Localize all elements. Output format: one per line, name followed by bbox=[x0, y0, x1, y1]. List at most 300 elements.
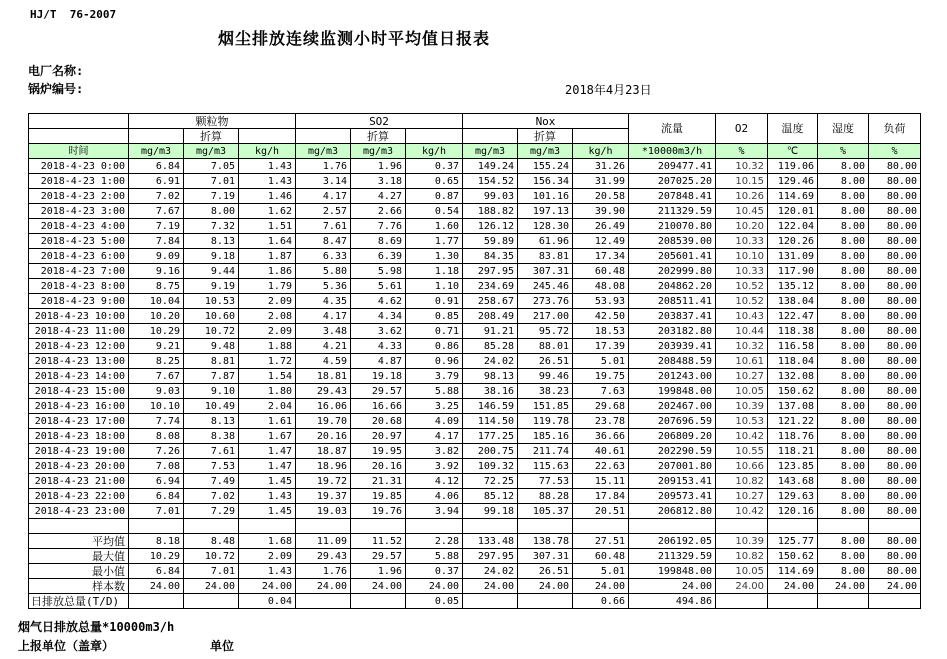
unit-cell: kg/h bbox=[573, 144, 629, 159]
value-cell: 8.18 bbox=[129, 534, 184, 549]
value-cell: 98.13 bbox=[463, 369, 518, 384]
value-cell: 1.10 bbox=[406, 279, 463, 294]
value-cell: 0.87 bbox=[406, 189, 463, 204]
value-cell: 132.08 bbox=[768, 369, 818, 384]
value-cell: 217.00 bbox=[518, 309, 573, 324]
converted-label: 折算 bbox=[351, 129, 406, 144]
value-cell: 1.68 bbox=[239, 534, 296, 549]
value-cell: 7.08 bbox=[129, 459, 184, 474]
value-cell: 8.13 bbox=[184, 414, 239, 429]
value-cell: 118.38 bbox=[768, 324, 818, 339]
value-cell: 7.53 bbox=[184, 459, 239, 474]
value-cell: 99.46 bbox=[518, 369, 573, 384]
time-cell: 2018-4-23 15:00 bbox=[29, 384, 129, 399]
value-cell: 8.00 bbox=[818, 384, 869, 399]
value-cell: 205601.41 bbox=[629, 249, 716, 264]
value-cell: 8.25 bbox=[129, 354, 184, 369]
value-cell: 101.16 bbox=[518, 189, 573, 204]
value-cell: 8.00 bbox=[818, 279, 869, 294]
value-cell: 8.00 bbox=[818, 219, 869, 234]
value-cell: 8.48 bbox=[184, 534, 239, 549]
value-cell: 26.51 bbox=[518, 564, 573, 579]
value-cell: 80.00 bbox=[869, 549, 921, 564]
value-cell: 20.58 bbox=[573, 189, 629, 204]
table-row bbox=[29, 384, 921, 399]
value-cell: 115.63 bbox=[518, 459, 573, 474]
value-cell: 133.48 bbox=[463, 534, 518, 549]
blank-cell bbox=[406, 129, 463, 144]
value-cell: 61.96 bbox=[518, 234, 573, 249]
unit-cell: % bbox=[869, 144, 921, 159]
value-cell: 6.39 bbox=[351, 249, 406, 264]
value-cell: 83.81 bbox=[518, 249, 573, 264]
col-humidity: 湿度 bbox=[818, 114, 869, 144]
value-cell: 4.17 bbox=[296, 189, 351, 204]
value-cell: 8.00 bbox=[818, 234, 869, 249]
value-cell: 8.00 bbox=[818, 504, 869, 519]
value-cell: 105.37 bbox=[518, 504, 573, 519]
value-cell: 4.12 bbox=[406, 474, 463, 489]
value-cell: 1.43 bbox=[239, 159, 296, 174]
value-cell: 8.00 bbox=[818, 294, 869, 309]
time-cell: 2018-4-23 21:00 bbox=[29, 474, 129, 489]
value-cell: 1.45 bbox=[239, 504, 296, 519]
value-cell: 154.52 bbox=[463, 174, 518, 189]
value-cell: 204862.20 bbox=[629, 279, 716, 294]
value-cell: 10.39 bbox=[716, 534, 768, 549]
value-cell: 10.29 bbox=[129, 549, 184, 564]
table-body bbox=[29, 159, 921, 609]
table-head bbox=[29, 114, 921, 159]
value-cell: 210070.80 bbox=[629, 219, 716, 234]
value-cell: 4.27 bbox=[351, 189, 406, 204]
summary-label: 样本数 bbox=[29, 579, 129, 594]
value-cell: 24.00 bbox=[463, 579, 518, 594]
value-cell: 1.18 bbox=[406, 264, 463, 279]
value-cell: 4.35 bbox=[296, 294, 351, 309]
value-cell: 22.63 bbox=[573, 459, 629, 474]
table-row bbox=[29, 564, 921, 579]
time-cell: 2018-4-23 9:00 bbox=[29, 294, 129, 309]
value-cell: 7.74 bbox=[129, 414, 184, 429]
value-cell: 8.00 bbox=[818, 309, 869, 324]
unit-cell: mg/m3 bbox=[129, 144, 184, 159]
value-cell: 8.00 bbox=[818, 414, 869, 429]
value-cell: 177.25 bbox=[463, 429, 518, 444]
value-cell: 29.43 bbox=[296, 384, 351, 399]
value-cell: 208.49 bbox=[463, 309, 518, 324]
value-cell: 1.45 bbox=[239, 474, 296, 489]
unit-cell: mg/m3 bbox=[296, 144, 351, 159]
value-cell: 207001.80 bbox=[629, 459, 716, 474]
page-title: 烟尘排放连续监测小时平均值日报表 bbox=[218, 29, 491, 48]
value-cell: 10.10 bbox=[716, 249, 768, 264]
value-cell bbox=[869, 519, 921, 534]
value-cell: 6.33 bbox=[296, 249, 351, 264]
value-cell: 120.01 bbox=[768, 204, 818, 219]
blank-cell bbox=[296, 129, 351, 144]
table-row bbox=[29, 429, 921, 444]
value-cell: 80.00 bbox=[869, 444, 921, 459]
value-cell: 80.00 bbox=[869, 414, 921, 429]
value-cell: 2.04 bbox=[239, 399, 296, 414]
value-cell: 24.02 bbox=[463, 564, 518, 579]
value-cell: 4.06 bbox=[406, 489, 463, 504]
value-cell: 138.04 bbox=[768, 294, 818, 309]
value-cell: 273.76 bbox=[518, 294, 573, 309]
time-cell: 2018-4-23 7:00 bbox=[29, 264, 129, 279]
value-cell: 10.45 bbox=[716, 204, 768, 219]
value-cell: 31.99 bbox=[573, 174, 629, 189]
value-cell: 10.15 bbox=[716, 174, 768, 189]
value-cell: 199848.00 bbox=[629, 564, 716, 579]
value-cell: 24.00 bbox=[818, 579, 869, 594]
value-cell: 5.80 bbox=[296, 264, 351, 279]
value-cell: 211.74 bbox=[518, 444, 573, 459]
table-row bbox=[29, 354, 921, 369]
unit-cell: mg/m3 bbox=[463, 144, 518, 159]
value-cell: 4.62 bbox=[351, 294, 406, 309]
value-cell: 80.00 bbox=[869, 489, 921, 504]
value-cell: 211329.59 bbox=[629, 549, 716, 564]
time-cell: 2018-4-23 19:00 bbox=[29, 444, 129, 459]
value-cell: 85.28 bbox=[463, 339, 518, 354]
value-cell: 4.33 bbox=[351, 339, 406, 354]
value-cell: 11.52 bbox=[351, 534, 406, 549]
value-cell: 114.69 bbox=[768, 189, 818, 204]
value-cell: 80.00 bbox=[869, 204, 921, 219]
value-cell: 19.18 bbox=[351, 369, 406, 384]
unit-cell: % bbox=[818, 144, 869, 159]
value-cell: 24.00 bbox=[573, 579, 629, 594]
value-cell: 4.21 bbox=[296, 339, 351, 354]
value-cell bbox=[768, 594, 818, 609]
value-cell: 18.81 bbox=[296, 369, 351, 384]
value-cell: 5.36 bbox=[296, 279, 351, 294]
value-cell: 12.49 bbox=[573, 234, 629, 249]
unit-cell: kg/h bbox=[239, 144, 296, 159]
value-cell: 4.09 bbox=[406, 414, 463, 429]
time-cell: 2018-4-23 20:00 bbox=[29, 459, 129, 474]
table-row bbox=[29, 519, 921, 534]
value-cell: 88.28 bbox=[518, 489, 573, 504]
table-row bbox=[29, 324, 921, 339]
value-cell: 10.32 bbox=[716, 339, 768, 354]
value-cell: 10.04 bbox=[129, 294, 184, 309]
value-cell: 0.71 bbox=[406, 324, 463, 339]
value-cell: 10.27 bbox=[716, 369, 768, 384]
value-cell: 131.09 bbox=[768, 249, 818, 264]
value-cell: 80.00 bbox=[869, 174, 921, 189]
value-cell: 24.02 bbox=[463, 354, 518, 369]
value-cell: 20.16 bbox=[296, 429, 351, 444]
value-cell bbox=[406, 519, 463, 534]
value-cell: 200.75 bbox=[463, 444, 518, 459]
value-cell: 0.37 bbox=[406, 564, 463, 579]
value-cell: 5.88 bbox=[406, 549, 463, 564]
value-cell: 10.29 bbox=[129, 324, 184, 339]
value-cell: 17.39 bbox=[573, 339, 629, 354]
value-cell: 20.16 bbox=[351, 459, 406, 474]
value-cell: 6.94 bbox=[129, 474, 184, 489]
value-cell: 1.51 bbox=[239, 219, 296, 234]
value-cell: 40.61 bbox=[573, 444, 629, 459]
time-cell: 2018-4-23 16:00 bbox=[29, 399, 129, 414]
value-cell: 8.47 bbox=[296, 234, 351, 249]
time-cell: 2018-4-23 13:00 bbox=[29, 354, 129, 369]
empty-cell bbox=[29, 519, 129, 534]
time-cell: 2018-4-23 8:00 bbox=[29, 279, 129, 294]
value-cell: 80.00 bbox=[869, 264, 921, 279]
value-cell: 8.00 bbox=[184, 204, 239, 219]
value-cell: 208488.59 bbox=[629, 354, 716, 369]
value-cell: 80.00 bbox=[869, 459, 921, 474]
value-cell: 19.75 bbox=[573, 369, 629, 384]
value-cell: 42.50 bbox=[573, 309, 629, 324]
value-cell: 0.85 bbox=[406, 309, 463, 324]
value-cell: 10.55 bbox=[716, 444, 768, 459]
value-cell: 8.00 bbox=[818, 324, 869, 339]
table-row bbox=[29, 549, 921, 564]
col-o2: O2 bbox=[716, 114, 768, 144]
value-cell: 1.47 bbox=[239, 444, 296, 459]
standard-code: HJ/T 76-2007 bbox=[30, 8, 117, 21]
value-cell: 23.78 bbox=[573, 414, 629, 429]
report-table bbox=[28, 113, 921, 609]
value-cell: 7.01 bbox=[184, 174, 239, 189]
value-cell: 10.53 bbox=[716, 414, 768, 429]
value-cell: 85.12 bbox=[463, 489, 518, 504]
value-cell: 6.84 bbox=[129, 564, 184, 579]
value-cell: 18.96 bbox=[296, 459, 351, 474]
value-cell: 3.79 bbox=[406, 369, 463, 384]
table-row bbox=[29, 399, 921, 414]
value-cell: 10.43 bbox=[716, 309, 768, 324]
value-cell: 3.18 bbox=[351, 174, 406, 189]
value-cell: 0.66 bbox=[573, 594, 629, 609]
value-cell: 307.31 bbox=[518, 549, 573, 564]
table-row bbox=[29, 414, 921, 429]
value-cell: 10.44 bbox=[716, 324, 768, 339]
value-cell: 7.19 bbox=[129, 219, 184, 234]
value-cell: 7.61 bbox=[296, 219, 351, 234]
value-cell: 135.12 bbox=[768, 279, 818, 294]
value-cell: 129.63 bbox=[768, 489, 818, 504]
value-cell: 8.13 bbox=[184, 234, 239, 249]
value-cell: 20.97 bbox=[351, 429, 406, 444]
value-cell: 0.54 bbox=[406, 204, 463, 219]
value-cell bbox=[351, 594, 406, 609]
value-cell: 208539.00 bbox=[629, 234, 716, 249]
value-cell: 114.50 bbox=[463, 414, 518, 429]
value-cell: 6.84 bbox=[129, 159, 184, 174]
value-cell: 26.51 bbox=[518, 354, 573, 369]
value-cell: 114.69 bbox=[768, 564, 818, 579]
col-flow: 流量 bbox=[629, 114, 716, 144]
value-cell: 297.95 bbox=[463, 549, 518, 564]
value-cell bbox=[716, 519, 768, 534]
value-cell: 80.00 bbox=[869, 369, 921, 384]
value-cell: 185.16 bbox=[518, 429, 573, 444]
value-cell: 245.46 bbox=[518, 279, 573, 294]
value-cell: 4.34 bbox=[351, 309, 406, 324]
value-cell: 1.30 bbox=[406, 249, 463, 264]
value-cell: 31.26 bbox=[573, 159, 629, 174]
value-cell bbox=[818, 519, 869, 534]
value-cell: 10.49 bbox=[184, 399, 239, 414]
value-cell: 80.00 bbox=[869, 294, 921, 309]
value-cell bbox=[184, 519, 239, 534]
value-cell: 7.02 bbox=[129, 189, 184, 204]
unit-cell: ℃ bbox=[768, 144, 818, 159]
value-cell: 1.79 bbox=[239, 279, 296, 294]
value-cell: 8.00 bbox=[818, 489, 869, 504]
table-row bbox=[29, 339, 921, 354]
value-cell: 125.77 bbox=[768, 534, 818, 549]
value-cell: 1.43 bbox=[239, 564, 296, 579]
unit-cell: % bbox=[716, 144, 768, 159]
value-cell: 10.82 bbox=[716, 474, 768, 489]
value-cell: 2.08 bbox=[239, 309, 296, 324]
value-cell: 8.00 bbox=[818, 189, 869, 204]
col-load: 负荷 bbox=[869, 114, 921, 144]
value-cell: 1.76 bbox=[296, 564, 351, 579]
value-cell bbox=[629, 519, 716, 534]
value-cell: 17.34 bbox=[573, 249, 629, 264]
value-cell: 18.53 bbox=[573, 324, 629, 339]
converted-label: 折算 bbox=[518, 129, 573, 144]
value-cell: 80.00 bbox=[869, 309, 921, 324]
value-cell: 24.00 bbox=[129, 579, 184, 594]
value-cell: 7.19 bbox=[184, 189, 239, 204]
value-cell: 5.88 bbox=[406, 384, 463, 399]
value-cell: 80.00 bbox=[869, 429, 921, 444]
value-cell: 10.27 bbox=[716, 489, 768, 504]
value-cell: 116.58 bbox=[768, 339, 818, 354]
value-cell bbox=[184, 594, 239, 609]
value-cell: 9.18 bbox=[184, 249, 239, 264]
value-cell: 8.00 bbox=[818, 159, 869, 174]
value-cell: 1.43 bbox=[239, 489, 296, 504]
value-cell: 19.85 bbox=[351, 489, 406, 504]
time-cell: 2018-4-23 10:00 bbox=[29, 309, 129, 324]
value-cell: 1.72 bbox=[239, 354, 296, 369]
value-cell: 7.61 bbox=[184, 444, 239, 459]
value-cell: 3.62 bbox=[351, 324, 406, 339]
value-cell: 0.91 bbox=[406, 294, 463, 309]
corner-cell bbox=[29, 114, 129, 129]
value-cell: 8.08 bbox=[129, 429, 184, 444]
value-cell: 8.00 bbox=[818, 534, 869, 549]
value-cell: 202290.59 bbox=[629, 444, 716, 459]
value-cell: 209153.41 bbox=[629, 474, 716, 489]
value-cell: 4.17 bbox=[296, 309, 351, 324]
value-cell: 0.04 bbox=[239, 594, 296, 609]
value-cell: 80.00 bbox=[869, 234, 921, 249]
value-cell: 18.87 bbox=[296, 444, 351, 459]
value-cell: 20.51 bbox=[573, 504, 629, 519]
value-cell: 10.39 bbox=[716, 399, 768, 414]
value-cell: 0.65 bbox=[406, 174, 463, 189]
value-cell: 26.49 bbox=[573, 219, 629, 234]
value-cell: 72.25 bbox=[463, 474, 518, 489]
table-row bbox=[29, 234, 921, 249]
value-cell: 10.05 bbox=[716, 384, 768, 399]
value-cell bbox=[129, 594, 184, 609]
value-cell: 207848.41 bbox=[629, 189, 716, 204]
value-cell: 9.03 bbox=[129, 384, 184, 399]
value-cell: 1.61 bbox=[239, 414, 296, 429]
value-cell: 7.84 bbox=[129, 234, 184, 249]
value-cell: 5.01 bbox=[573, 564, 629, 579]
value-cell: 21.31 bbox=[351, 474, 406, 489]
value-cell: 118.21 bbox=[768, 444, 818, 459]
value-cell: 29.43 bbox=[296, 549, 351, 564]
value-cell: 48.08 bbox=[573, 279, 629, 294]
value-cell: 1.80 bbox=[239, 384, 296, 399]
value-cell: 80.00 bbox=[869, 249, 921, 264]
value-cell: 24.00 bbox=[406, 579, 463, 594]
value-cell: 9.09 bbox=[129, 249, 184, 264]
value-cell: 122.47 bbox=[768, 309, 818, 324]
value-cell: 8.00 bbox=[818, 429, 869, 444]
value-cell: 16.66 bbox=[351, 399, 406, 414]
value-cell: 7.01 bbox=[184, 564, 239, 579]
corner-cell bbox=[29, 129, 129, 144]
value-cell: 4.17 bbox=[406, 429, 463, 444]
value-cell: 10.33 bbox=[716, 234, 768, 249]
value-cell: 7.63 bbox=[573, 384, 629, 399]
flow-total-note: 烟气日排放总量*10000m3/h bbox=[18, 620, 175, 634]
value-cell: 5.61 bbox=[351, 279, 406, 294]
time-column-label: 时间 bbox=[29, 144, 129, 159]
value-cell: 80.00 bbox=[869, 564, 921, 579]
value-cell: 7.87 bbox=[184, 369, 239, 384]
summary-label: 最大值 bbox=[29, 549, 129, 564]
value-cell: 10.32 bbox=[716, 159, 768, 174]
value-cell: 60.48 bbox=[573, 264, 629, 279]
value-cell: 126.12 bbox=[463, 219, 518, 234]
value-cell: 10.42 bbox=[716, 504, 768, 519]
value-cell: 203182.80 bbox=[629, 324, 716, 339]
value-cell: 24.00 bbox=[351, 579, 406, 594]
value-cell: 149.24 bbox=[463, 159, 518, 174]
table-row bbox=[29, 444, 921, 459]
table-row bbox=[29, 189, 921, 204]
converted-label: 折算 bbox=[184, 129, 239, 144]
value-cell: 117.90 bbox=[768, 264, 818, 279]
time-cell: 2018-4-23 14:00 bbox=[29, 369, 129, 384]
value-cell: 60.48 bbox=[573, 549, 629, 564]
value-cell: 2.09 bbox=[239, 324, 296, 339]
value-cell: 1.62 bbox=[239, 204, 296, 219]
value-cell: 80.00 bbox=[869, 189, 921, 204]
value-cell: 123.85 bbox=[768, 459, 818, 474]
value-cell: 24.00 bbox=[239, 579, 296, 594]
summary-label: 日排放总量(T/D) bbox=[29, 594, 129, 609]
unit-cell: *10000m3/h bbox=[629, 144, 716, 159]
value-cell: 122.04 bbox=[768, 219, 818, 234]
value-cell: 7.67 bbox=[129, 369, 184, 384]
time-cell: 2018-4-23 18:00 bbox=[29, 429, 129, 444]
value-cell: 80.00 bbox=[869, 159, 921, 174]
value-cell: 9.16 bbox=[129, 264, 184, 279]
value-cell: 150.62 bbox=[768, 549, 818, 564]
time-cell: 2018-4-23 23:00 bbox=[29, 504, 129, 519]
value-cell: 16.06 bbox=[296, 399, 351, 414]
value-cell bbox=[239, 519, 296, 534]
value-cell: 211329.59 bbox=[629, 204, 716, 219]
